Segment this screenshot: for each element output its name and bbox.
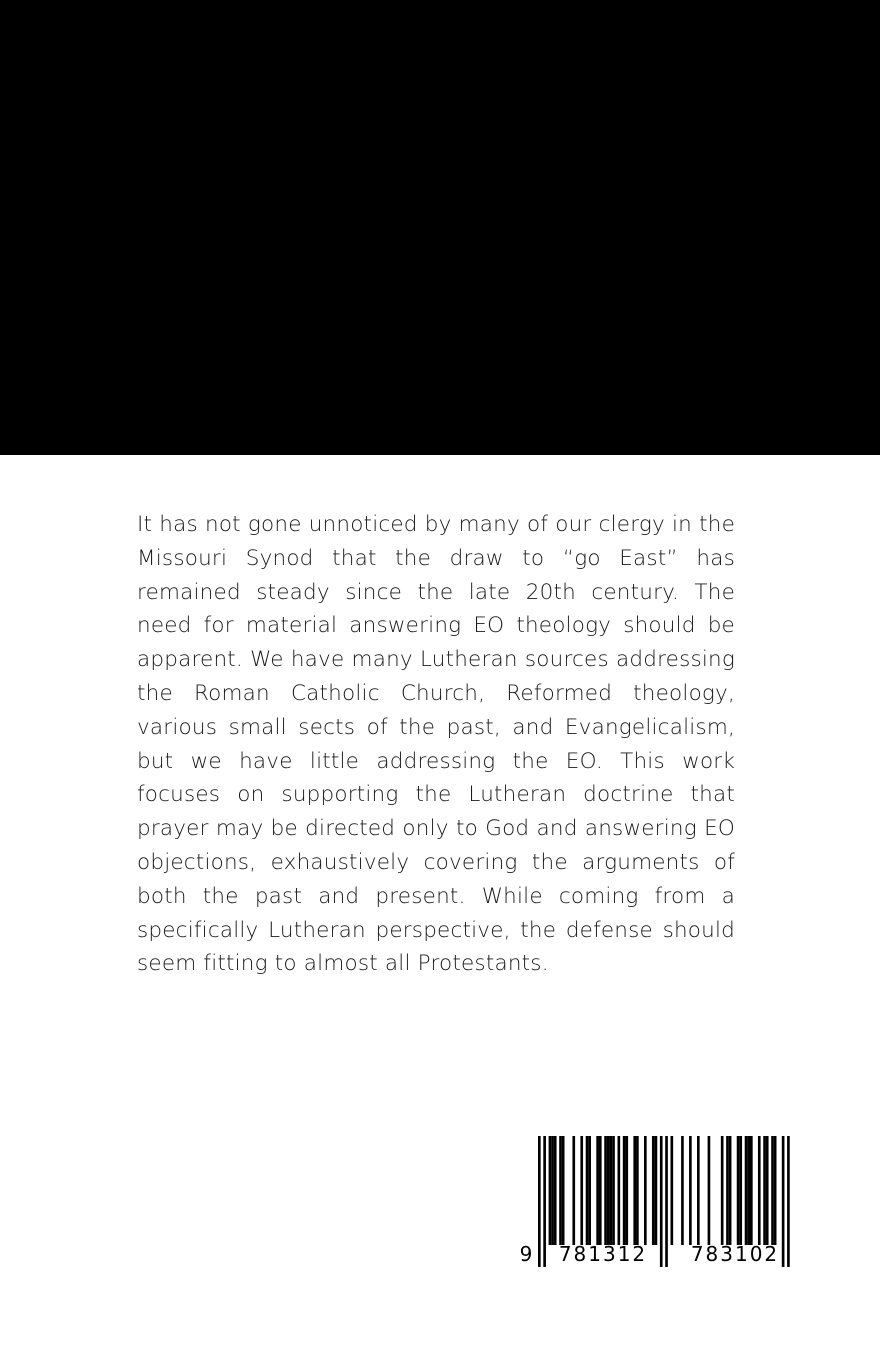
barcode-bar xyxy=(588,1136,591,1245)
barcode-bar xyxy=(737,1136,740,1245)
barcode-bar xyxy=(721,1136,724,1245)
barcode-bar xyxy=(729,1136,732,1245)
barcode-bar xyxy=(681,1136,684,1245)
barcode-bar xyxy=(771,1136,774,1245)
barcode-bar xyxy=(559,1136,562,1245)
barcode-bar xyxy=(612,1136,615,1245)
barcode-bar xyxy=(604,1136,607,1245)
barcode-graphic xyxy=(518,1130,798,1280)
barcode-digits-left: 781312 xyxy=(558,1242,648,1266)
barcode-guard-bar xyxy=(660,1136,663,1267)
barcode-bar xyxy=(766,1136,769,1245)
barcode-bar xyxy=(747,1136,750,1245)
barcode-bar xyxy=(774,1136,777,1245)
barcode-bar xyxy=(618,1136,621,1245)
barcode-digits-right: 783102 xyxy=(690,1242,780,1266)
barcode-bar xyxy=(644,1136,647,1245)
barcode-bar xyxy=(652,1136,655,1245)
barcode-guard-bar xyxy=(782,1136,785,1267)
isbn-barcode xyxy=(518,1130,798,1280)
barcode-bar xyxy=(758,1136,761,1245)
barcode-bar xyxy=(586,1136,589,1245)
barcode-bar xyxy=(554,1136,557,1245)
barcode-bar xyxy=(599,1136,602,1245)
barcode-bar xyxy=(607,1136,610,1245)
barcode-guard-bar xyxy=(787,1136,790,1267)
barcode-bar xyxy=(739,1136,742,1245)
barcode-bar xyxy=(562,1136,565,1245)
barcode-bar xyxy=(610,1136,613,1245)
barcode-bar xyxy=(551,1136,554,1245)
barcode-bar xyxy=(549,1136,552,1245)
barcode-bar xyxy=(708,1136,711,1245)
barcode-digit-first: 9 xyxy=(519,1242,533,1266)
cover-top-black-panel xyxy=(0,0,880,455)
barcode-bar xyxy=(636,1136,639,1245)
barcode-bar xyxy=(625,1136,628,1245)
back-cover-description: It has not gone unnoticed by many of our clergy in the Missouri Synod that the draw to “go East” has remained steady since the late 20th century. The need for material answering EO theology should be apparent. We have many Lutheran sources addressing the Roman Catholic Church, Reformed theology, various small sects of the past, and Evangelicalism, but we have little addressing the EO. This work focuses on supporting the Lutheran doctrine that prayer may be directed only to God and answering EO objections, exhaustively covering the arguments of both the past and present. While coming from a specifically Lutheran perspective, the defense should seem fitting to almost all Protestants. xyxy=(137,512,735,977)
barcode-bar xyxy=(697,1136,700,1245)
barcode-bar xyxy=(655,1136,658,1245)
barcode-bar xyxy=(745,1136,748,1245)
barcode-bar xyxy=(623,1136,626,1245)
barcode-bar xyxy=(763,1136,766,1245)
barcode-bar xyxy=(596,1136,599,1245)
barcode-bar xyxy=(671,1136,674,1245)
barcode-bar xyxy=(750,1136,753,1245)
barcode-bar xyxy=(633,1136,636,1245)
barcode-bar xyxy=(726,1136,729,1245)
barcode-bar xyxy=(689,1136,692,1245)
barcode-bar xyxy=(572,1136,575,1245)
barcode-guard-bar xyxy=(538,1136,541,1267)
barcode-guard-bar xyxy=(665,1136,668,1267)
barcode-bar xyxy=(580,1136,583,1245)
barcode-guard-bar xyxy=(543,1136,546,1267)
